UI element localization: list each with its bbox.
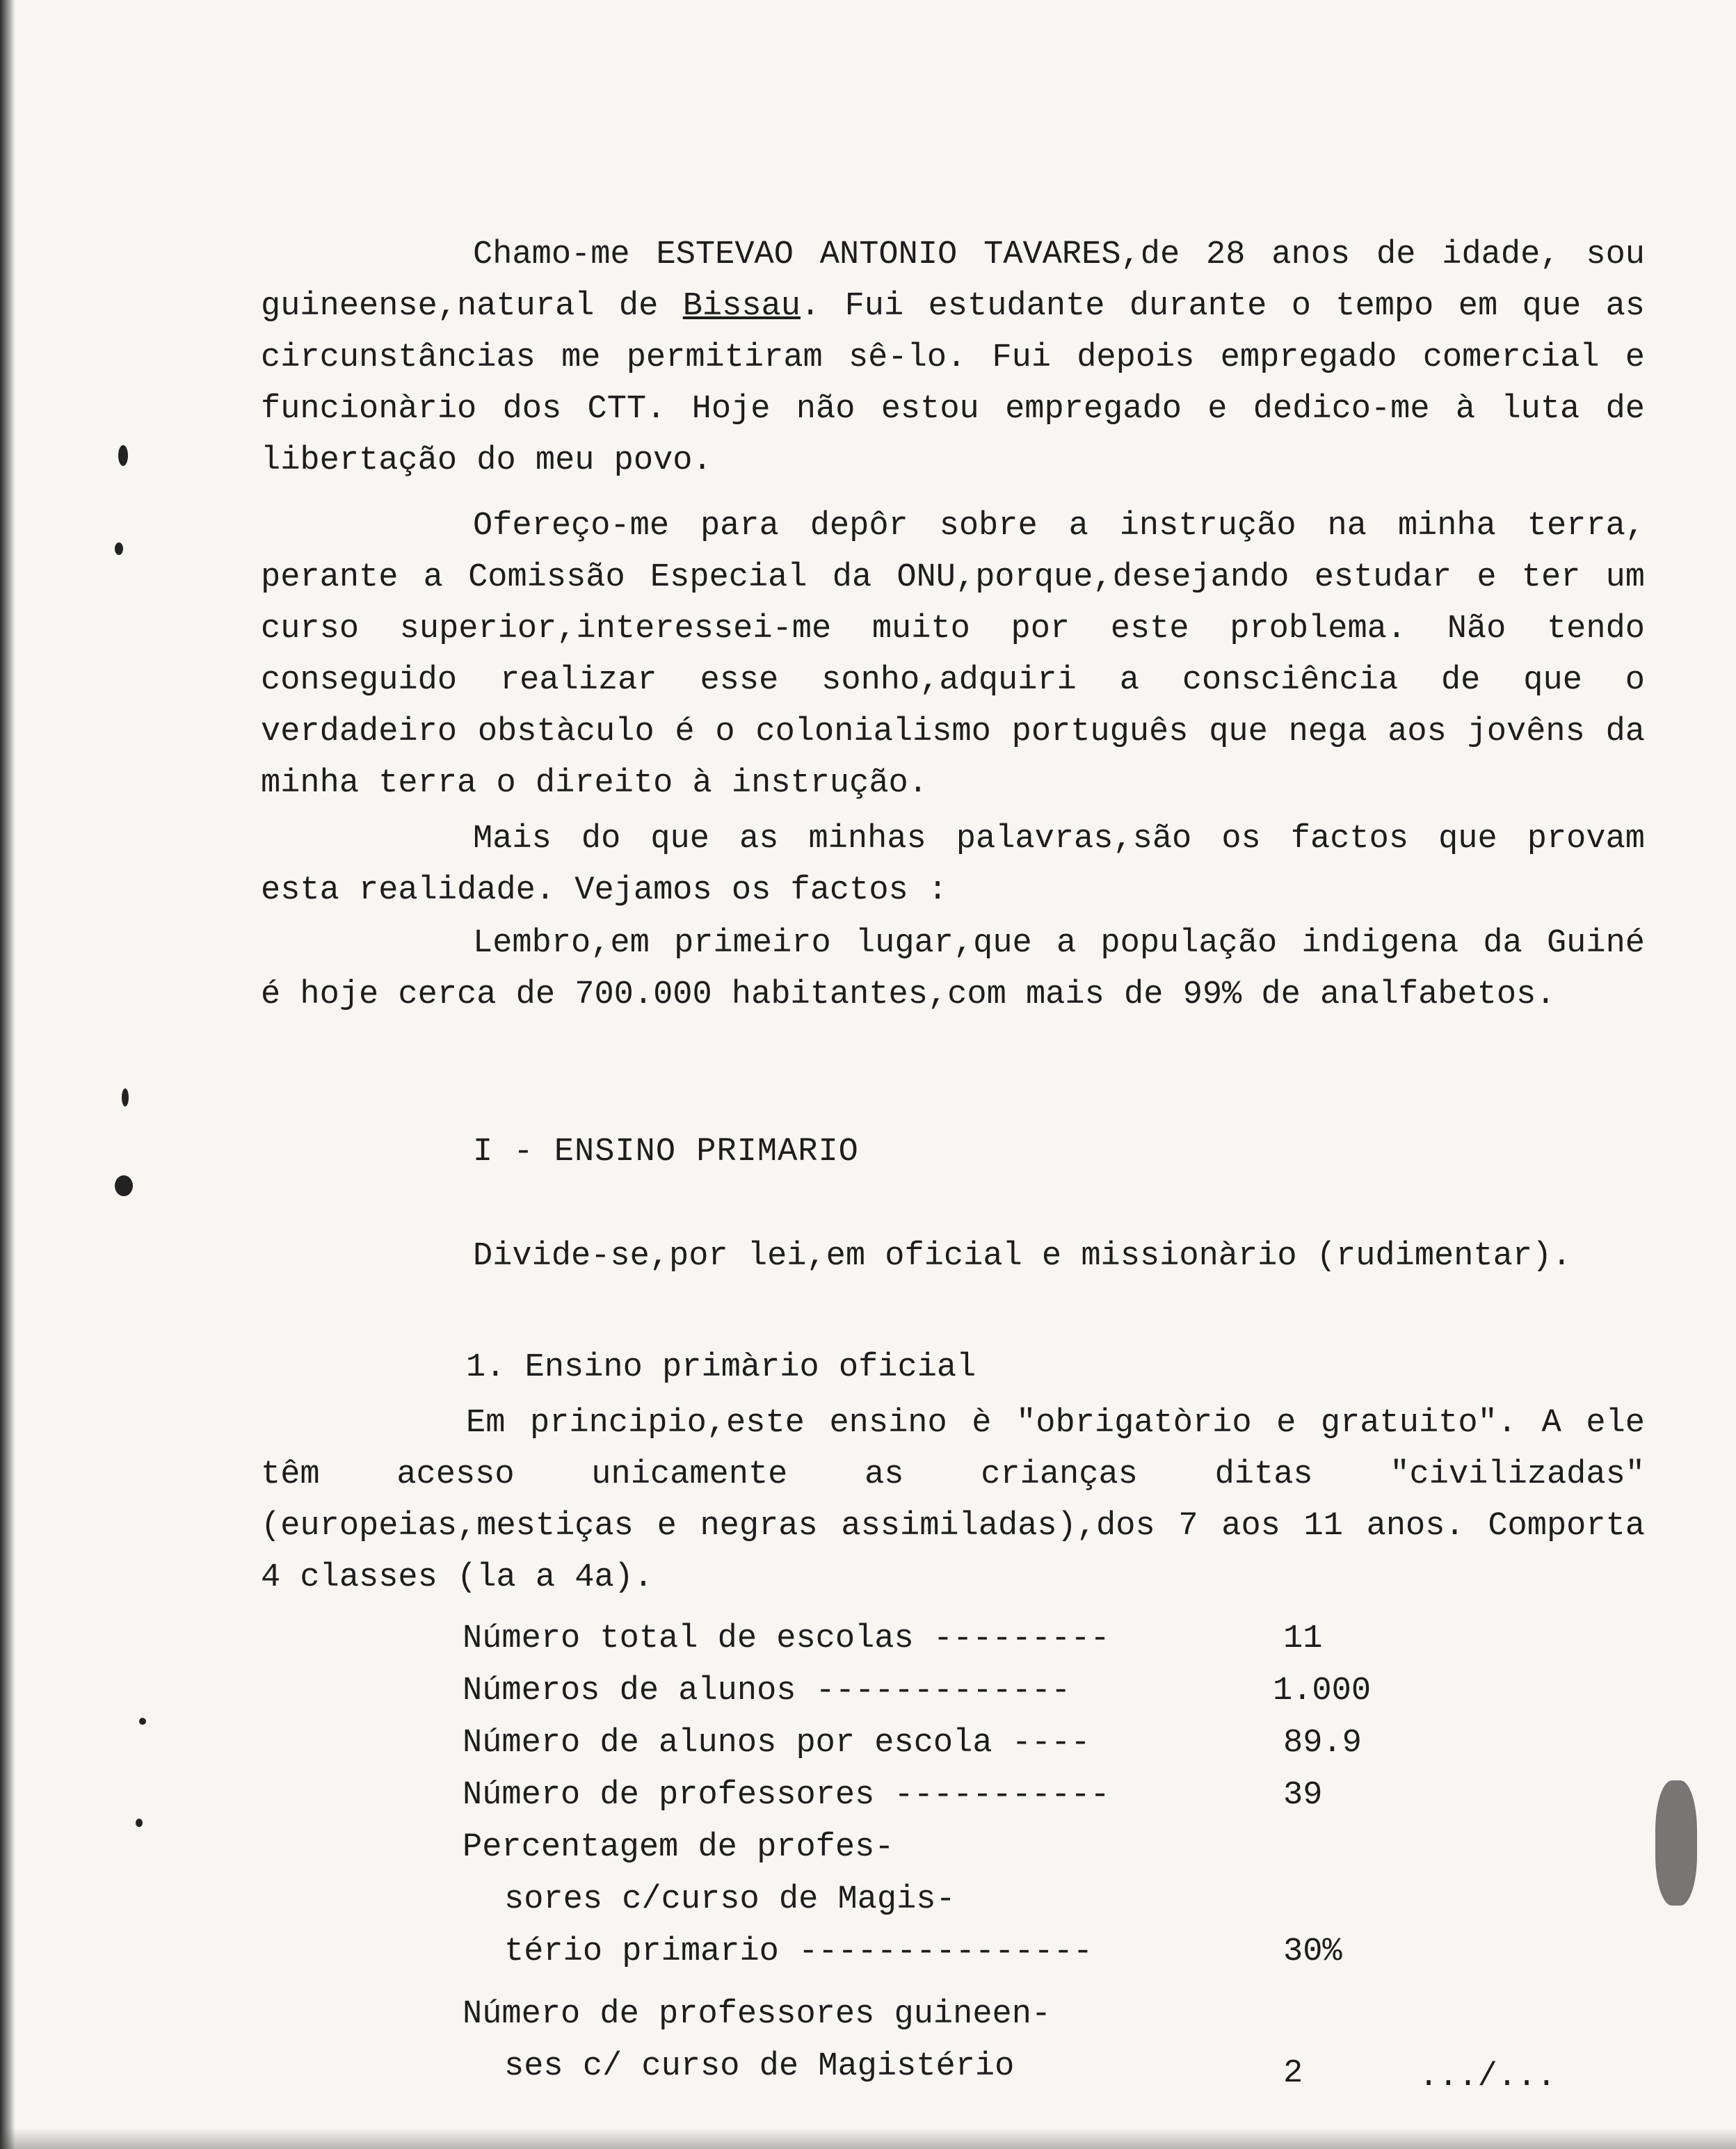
scan-bottom-shadow	[0, 2128, 1736, 2149]
stat-value: 2	[1283, 2055, 1303, 2092]
paragraph-intro: Chamo-me ESTEVAO ANTONIO TAVARES,de 28 anos de idade, sou guineense,natural de Bissau. Fui estudante durante o tempo em que as circunstâncias me permitiram sê-lo. Fui depois empregado comercial e funcionàrio dos CTT. Hoje não estou empregado e dedico-me à luta de libertação do meu povo.	[261, 236, 1646, 479]
stat-label: Número de professores -----------	[463, 1777, 1110, 1814]
stats-row	[463, 1673, 1436, 1721]
scan-speck	[136, 1819, 143, 1827]
paragraph-facts: Mais do que as minhas palavras,são os factos que provam esta realidade. Vejamos os factos :	[261, 821, 1645, 909]
stat-label-cont: sores c/curso de Magis-	[504, 1881, 956, 1918]
stat-label: Número de professores guineen-	[463, 1996, 1052, 2033]
scan-speck	[139, 1718, 146, 1725]
scan-speck	[115, 1175, 133, 1196]
stats-row	[463, 1777, 1436, 1826]
section-heading: I - ENSINO PRIMARIO	[473, 1134, 859, 1170]
scan-speck	[122, 1088, 129, 1106]
place-name: Bissau	[682, 288, 801, 325]
scan-speck	[118, 445, 128, 466]
stat-label: Percentagem de profes-	[463, 1829, 894, 1866]
scan-smudge	[1655, 1780, 1697, 1906]
stat-label: Número total de escolas ---------	[463, 1620, 1110, 1657]
stats-row	[463, 1620, 1436, 1669]
scan-speck	[115, 542, 123, 555]
continuation-mark: .../...	[1419, 2059, 1557, 2095]
subsection-title: 1. Ensino primàrio oficial	[466, 1349, 976, 1386]
stat-value: 1.000	[1273, 1673, 1372, 1709]
stat-value: 11	[1283, 1620, 1323, 1657]
subsection-paragraph: Em principio,este ensino è "obrigatòrio e gratuito". A ele têm acesso unicamente as crianças ditas "civilizadas" (europeias,mestiças e negras assimiladas),dos 7 aos 11 anos. Comporta 4 classes (la a 4a).	[261, 1405, 1645, 1596]
stat-label-cont: tério primario ---------------	[504, 1933, 1093, 1970]
stats-row	[463, 1725, 1436, 1773]
stat-label: Número de alunos por escola ----	[463, 1725, 1091, 1762]
stat-value: 39	[1283, 1777, 1323, 1814]
stat-label: Números de alunos -------------	[463, 1673, 1071, 1709]
section-intro: Divide-se,por lei,em oficial e missionàrio (rudimentar).	[473, 1238, 1572, 1275]
stat-value: 89.9	[1283, 1725, 1362, 1762]
paragraph-population: Lembro,em primeiro lugar,que a população indigena da Guiné é hoje cerca de 700.000 habitantes,com mais de 99% de analfabetos.	[261, 925, 1645, 1013]
stats-row	[463, 1829, 1436, 1982]
paragraph-testimony: Ofereço-me para depôr sobre a instrução na minha terra, perante a Comissão Especial da ONU,porque,desejando estudar e ter um curso superior,interessei-me muito por este problema. Não tendo conseguido realizar esse sonho,adquiri a consciência de que o verdadeiro obstàculo é o colonialismo português que nega aos jovêns da minha terra o direito à instrução.	[261, 508, 1645, 802]
scan-edge-shadow	[0, 0, 15, 2149]
stats-row	[463, 1996, 1436, 2100]
stat-label-cont: ses c/ curso de Magistério	[504, 2048, 1015, 2085]
stat-value: 30%	[1283, 1933, 1342, 1970]
